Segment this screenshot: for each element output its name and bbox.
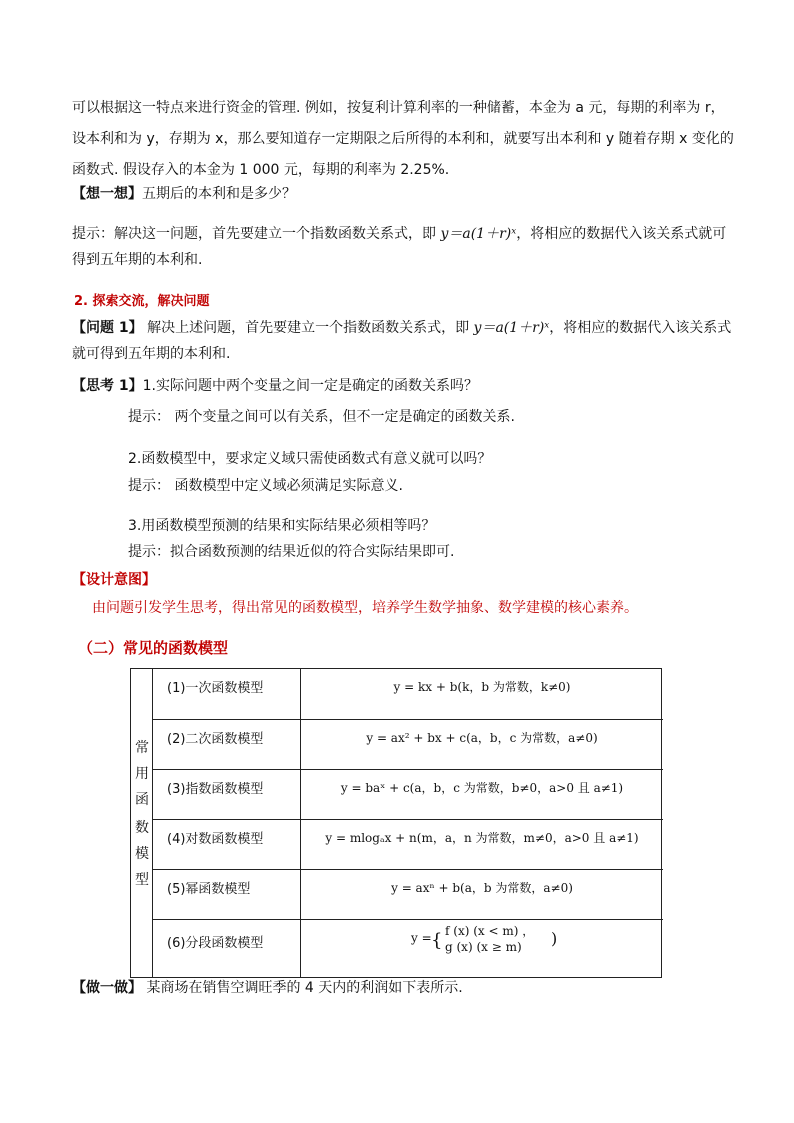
problem1-text-b: ，将相应的数据代入该关系式 [549, 320, 732, 336]
model-name: (2)二次函数模型 [167, 732, 264, 747]
hint1-line1 [72, 224, 726, 244]
side-char: 数 [135, 820, 149, 836]
hint1-formula: y＝a(1＋r)ˣ [440, 226, 517, 242]
problem1-line1 [72, 318, 731, 338]
model-name: (1)一次函数模型 [167, 681, 264, 696]
problem1-tag: 【问题 1】 [72, 320, 143, 336]
model-name: (3)指数函数模型 [167, 782, 264, 797]
try-it-text: 某商场在销售空调旺季的 4 天内的利润如下表所示. [142, 980, 463, 996]
try-it-tag: 【做一做】 [72, 980, 142, 996]
table-row [153, 870, 663, 920]
para1-line2: 设本利和为 y，存期为 x，那么要知道存一定期限之后所得的本利和，就要写出本利和 y 随着存期 x 变化的 [72, 131, 734, 147]
think-question-tag: 【想一想】 [72, 186, 142, 202]
model-name: (6)分段函数模型 [167, 936, 264, 951]
think1-tag: 【思考 1】 [72, 378, 143, 394]
model-name: (4)对数函数模型 [167, 832, 264, 847]
side-char: 函 [135, 792, 149, 808]
piecewise-y: y = [411, 931, 432, 945]
design-text: 由问题引发学生思考，得出常见的函数模型，培养学生数学抽象、数学建模的核心素养。 [92, 600, 638, 616]
table-row [153, 720, 663, 770]
model-name: (5)幂函数模型 [167, 882, 251, 897]
try-it [72, 978, 463, 998]
section2-title: 2. 探索交流，解决问题 [74, 294, 210, 309]
model-formula: y = kx + b(k，b 为常数，k≠0) [393, 680, 571, 694]
think1-q1 [72, 376, 478, 396]
table-side-label [131, 669, 153, 977]
design-tag: 【设计意图】 [72, 572, 156, 588]
think-question-text: 五期后的本利和是多少？ [142, 186, 296, 202]
common-models-title: （二）常见的函数模型 [78, 639, 229, 657]
para1-line1: 可以根据这一特点来进行资金的管理. 例如，按复利计算利率的一种储蓄，本金为 a 元，每期的利率为 r， [72, 100, 725, 116]
hint1-text-b: ，将相应的数据代入该关系式就可 [516, 226, 727, 242]
model-formula: y = ax² + bx + c(a，b，c 为常数，a≠0) [366, 731, 598, 745]
side-char: 模 [135, 846, 149, 862]
think-question [72, 184, 296, 204]
hint1-text-a: 提示：解决这一问题，首先要建立一个指数函数关系式，即 [72, 226, 441, 242]
table-row [153, 770, 663, 820]
table-row [153, 920, 663, 977]
problem1-line2: 就可得到五年期的本利和. [72, 346, 231, 362]
problem1-formula: y＝a(1＋r)ˣ [473, 320, 550, 336]
side-char: 型 [135, 872, 149, 888]
model-formula: y = axⁿ + b(a，b 为常数，a≠0) [391, 881, 573, 895]
think1-h3: 提示：拟合函数预测的结果近似的符合实际结果即可. [128, 544, 455, 560]
para1-line3: 函数式. 假设存入的本金为 1 000 元，每期的利率为 2.25%. [72, 162, 450, 178]
think1-q1-text: 1.实际问题中两个变量之间一定是确定的函数关系吗？ [142, 378, 478, 394]
side-char: 用 [135, 766, 149, 782]
piece-2: g (x) (x ≥ m) [445, 940, 522, 954]
think1-h2: 提示： 函数模型中定义域必须满足实际意义. [128, 478, 403, 494]
hint1-line2: 得到五年期的本利和. [72, 252, 203, 268]
model-formula: y = baˣ + c(a，b，c 为常数，b≠0，a>0 且 a≠1) [340, 781, 624, 795]
think1-q3: 3.用函数模型预测的结果和实际结果必须相等吗？ [128, 518, 436, 534]
piecewise-formula [301, 920, 663, 977]
think1-h1: 提示： 两个变量之间可以有关系，但不一定是确定的函数关系. [128, 409, 515, 425]
problem1-text-a: 解决上述问题，首先要建立一个指数函数关系式，即 [142, 320, 474, 336]
think1-q2: 2.函数模型中，要求定义域只需使函数式有意义就可以吗？ [128, 451, 492, 467]
table-row [153, 669, 663, 720]
piece-1: f (x) (x < m) ， [445, 924, 535, 938]
right-paren-icon: ) [551, 929, 558, 948]
table-row [153, 820, 663, 870]
model-formula: y = mlogₐx + n(m，a，n 为常数，m≠0，a>0 且 a≠1) [325, 831, 639, 845]
left-brace-icon: { [431, 930, 443, 951]
function-models-table [130, 668, 662, 978]
side-char: 常 [135, 740, 149, 756]
